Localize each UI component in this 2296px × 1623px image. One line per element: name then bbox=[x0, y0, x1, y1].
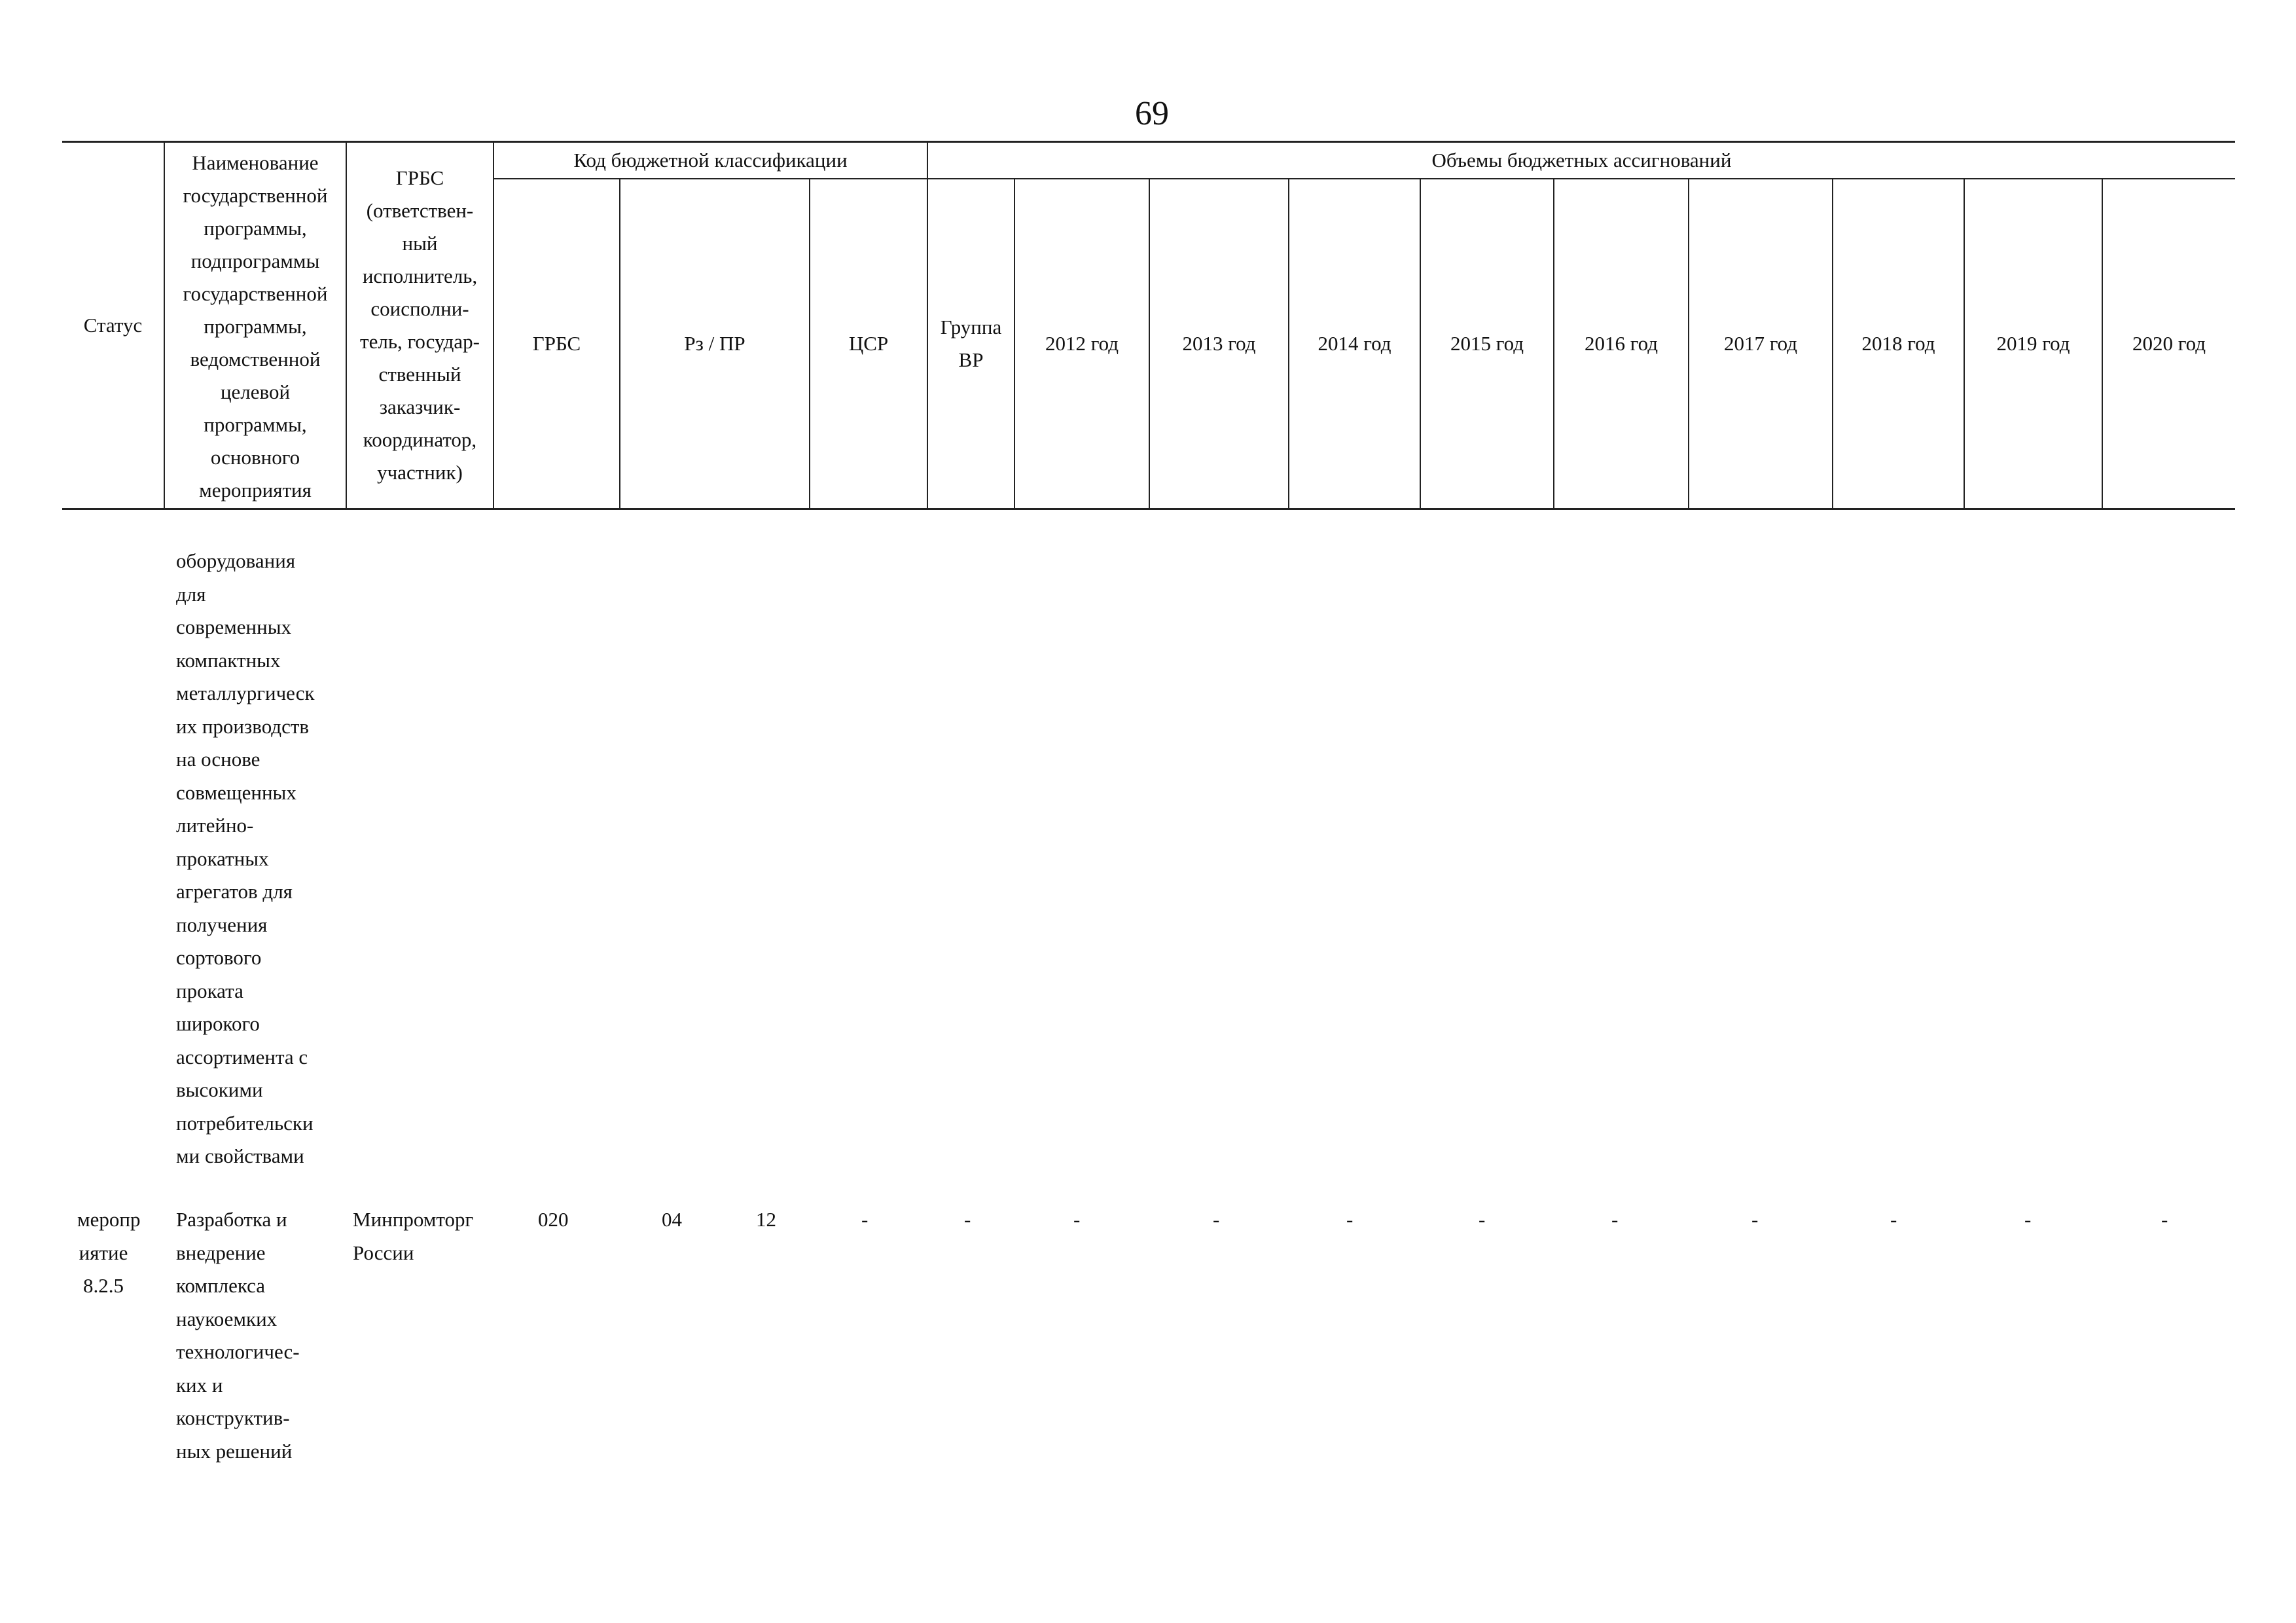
col-year-2013-header: 2013 год bbox=[1149, 179, 1289, 509]
continuation-name-line: ассортимента с bbox=[176, 1045, 308, 1068]
col-grbs-line: исполнитель, bbox=[362, 264, 478, 287]
col-grbs-line: ственный bbox=[378, 363, 461, 386]
col-year-2020-header: 2020 год bbox=[2102, 179, 2235, 509]
col-csr-header: ЦСР bbox=[810, 179, 927, 509]
col-grbs-responsible-header bbox=[346, 142, 493, 509]
row-825-value-2018: - bbox=[1890, 1208, 1897, 1231]
row-825-name-line: комплекса bbox=[176, 1274, 266, 1297]
col-grbs-line: ГРБС bbox=[395, 166, 444, 189]
row-825-value-2014: - bbox=[1346, 1208, 1354, 1231]
row-825-name-line: ных решений bbox=[176, 1439, 293, 1463]
continuation-name-line: прокатных bbox=[176, 847, 269, 870]
col-name-line: основного bbox=[210, 446, 300, 469]
col-year-2019-header: 2019 год bbox=[1964, 179, 2102, 509]
continuation-name-line: сортового bbox=[176, 946, 262, 969]
page-number: 69 bbox=[1135, 95, 1169, 132]
col-status-header: Статус bbox=[62, 142, 164, 509]
row-825-name-line: ких и bbox=[176, 1373, 223, 1396]
row-825-grbs-code: 020 bbox=[538, 1208, 569, 1231]
row-825-grbs-line: Минпромторг bbox=[353, 1208, 474, 1231]
row-825-name-line: конструктив- bbox=[176, 1406, 290, 1429]
continuation-name-line: ми свойствами bbox=[176, 1144, 304, 1167]
col-grbs-line: координатор, bbox=[363, 428, 477, 451]
row-825-status-line: 8.2.5 bbox=[83, 1274, 124, 1297]
row-825-value-2017: - bbox=[1751, 1208, 1759, 1231]
col-name-line: мероприятия bbox=[199, 479, 312, 501]
row-825-name-line: Разработка и bbox=[176, 1208, 287, 1231]
col-year-2012-header: 2012 год bbox=[1014, 179, 1149, 509]
continuation-name-line: агрегатов для bbox=[176, 880, 293, 903]
col-year-2018-header: 2018 год bbox=[1833, 179, 1964, 509]
col-grbs-line: (ответствен- bbox=[366, 199, 474, 222]
row-825-status-line: меропр bbox=[77, 1208, 141, 1231]
continuation-name-line: высокими bbox=[176, 1078, 263, 1101]
budget-table-header bbox=[62, 141, 2235, 510]
col-grbs-line: тель, государ- bbox=[360, 330, 480, 353]
row-825-name-line: внедрение bbox=[176, 1241, 266, 1264]
col-vr-header bbox=[927, 179, 1014, 509]
allocations-group-header: Объемы бюджетных ассигнований bbox=[927, 142, 2235, 179]
col-vr-line: Группа bbox=[940, 316, 1002, 338]
continuation-name-line: совмещенных bbox=[176, 780, 296, 804]
budget-code-group-header: Код бюджетной классификации bbox=[493, 142, 927, 179]
continuation-name-line: компактных bbox=[176, 648, 281, 672]
row-825-value-2013: - bbox=[1213, 1208, 1220, 1231]
col-grbs-code-header: ГРБС bbox=[493, 179, 620, 509]
continuation-name-line: литейно- bbox=[176, 814, 254, 837]
col-name-header bbox=[164, 142, 346, 509]
col-name-line: подпрограммы bbox=[190, 249, 320, 272]
col-name-line: целевой bbox=[220, 380, 291, 403]
row-825-value-2016: - bbox=[1611, 1208, 1619, 1231]
col-year-2015-header: 2015 год bbox=[1420, 179, 1554, 509]
col-name-line: государственной bbox=[183, 184, 328, 207]
col-vr-line: ВР bbox=[958, 348, 984, 371]
row-825-status-line: иятие bbox=[79, 1241, 128, 1264]
col-rz-pr-header: Рз / ПР bbox=[620, 179, 810, 509]
row-825-name-line: технологичес- bbox=[176, 1340, 300, 1363]
row-825-rz: 04 bbox=[662, 1208, 682, 1231]
continuation-name-line: проката bbox=[176, 979, 243, 1002]
row-825-grbs-responsible bbox=[353, 1203, 473, 1269]
col-grbs-line: заказчик- bbox=[379, 395, 461, 418]
row-825-grbs-line: России bbox=[353, 1241, 414, 1264]
row-825-status bbox=[77, 1203, 141, 1303]
col-name-line: программы, bbox=[204, 413, 307, 436]
col-name-line: ведомственной bbox=[190, 348, 321, 371]
col-name-line: государственной bbox=[183, 282, 328, 305]
continuation-name-line: широкого bbox=[176, 1012, 260, 1035]
continuation-name-line: на основе bbox=[176, 748, 260, 771]
continuation-name-line: получения bbox=[176, 913, 268, 936]
col-grbs-line: участник) bbox=[377, 461, 463, 484]
row-825-value-2012: - bbox=[1073, 1208, 1081, 1231]
col-name-line: Наименование bbox=[192, 151, 319, 174]
continuation-name-text bbox=[176, 545, 315, 1173]
row-825-pr: 12 bbox=[756, 1208, 776, 1231]
row-825-name bbox=[176, 1203, 300, 1468]
row-825-csr: - bbox=[861, 1208, 869, 1231]
row-825-value-2020: - bbox=[2161, 1208, 2168, 1231]
col-grbs-line: ный bbox=[402, 232, 438, 255]
col-year-2014-header: 2014 год bbox=[1289, 179, 1420, 509]
row-825-value-2019: - bbox=[2024, 1208, 2032, 1231]
col-name-line: программы, bbox=[204, 315, 307, 338]
col-name-line: программы, bbox=[204, 217, 307, 240]
row-825-name-line: наукоемких bbox=[176, 1307, 278, 1330]
continuation-name-line: их производств bbox=[176, 714, 310, 738]
continuation-name-line: металлургическ bbox=[176, 682, 315, 704]
continuation-name-line: современных bbox=[176, 615, 292, 638]
col-year-2017-header: 2017 год bbox=[1689, 179, 1833, 509]
row-825-value-2015: - bbox=[1479, 1208, 1486, 1231]
continuation-name-line: для bbox=[176, 582, 206, 606]
continuation-name-line: потребительски bbox=[176, 1111, 314, 1135]
col-grbs-line: соисполни- bbox=[370, 297, 469, 320]
col-year-2016-header: 2016 год bbox=[1554, 179, 1689, 509]
continuation-name-line: оборудования bbox=[176, 549, 296, 572]
row-825-vr: - bbox=[964, 1208, 971, 1231]
